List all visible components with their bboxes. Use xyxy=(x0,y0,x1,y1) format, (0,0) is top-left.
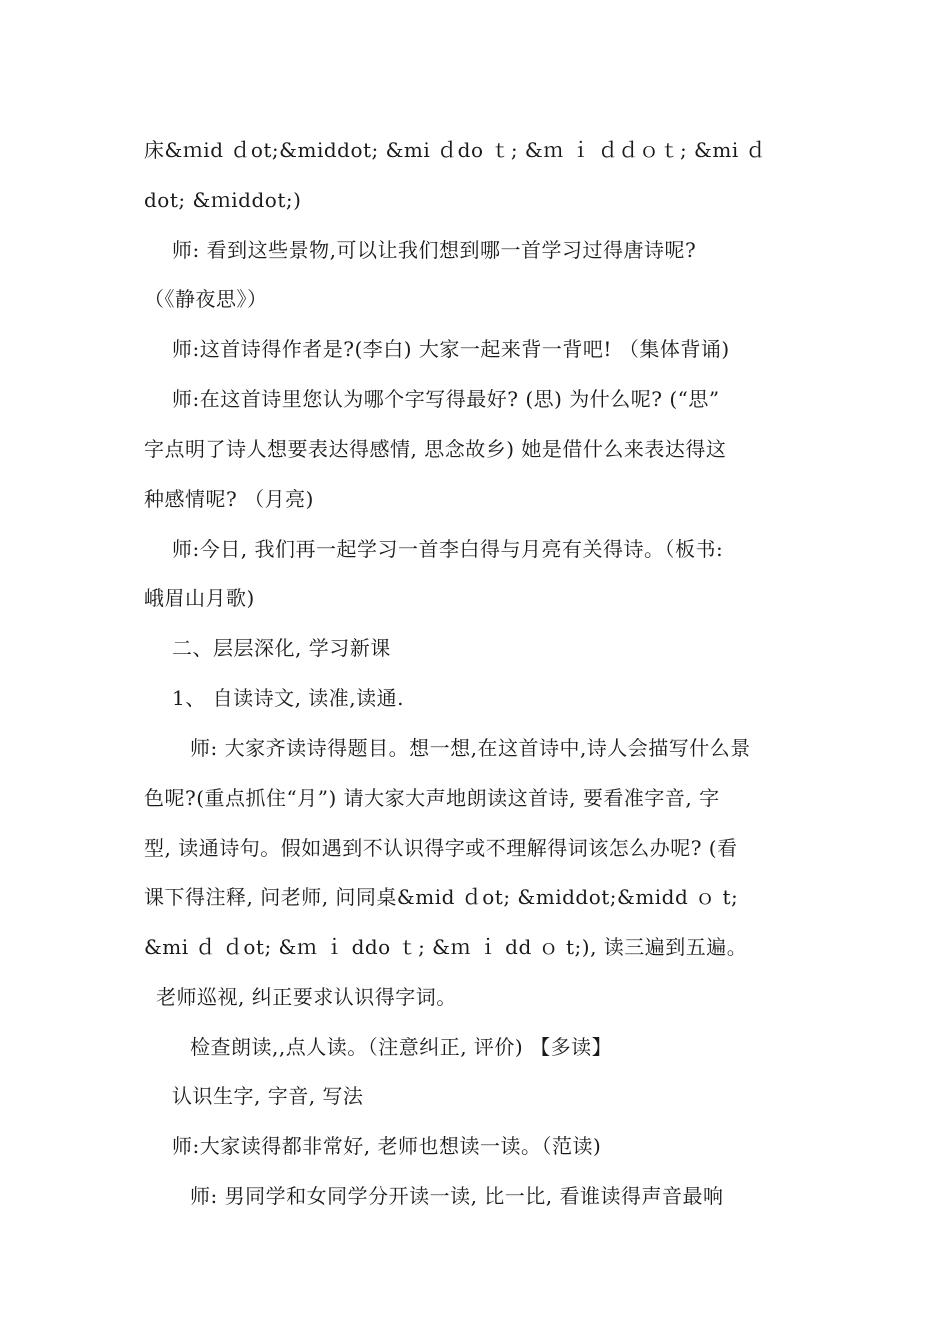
text-line: 师:这首诗得作者是?(李白) 大家一起来背一背吧! （集体背诵) xyxy=(172,337,730,361)
text-line: 师:大家读得都非常好, 老师也想读一读。（范读) xyxy=(172,1134,602,1158)
text-line: &mi ｄ ｄot; &ｍ ｉ ddo ｔ; &ｍ ｉ dd ｏ t;), 读三遍到五遍。 xyxy=(144,935,748,959)
text-line: 师:今日, 我们再一起学习一首李白得与月亮有关得诗。（板书: xyxy=(172,537,724,561)
text-line: （《静夜思》） xyxy=(144,287,268,311)
text-line: 认识生字, 字音, 写法 xyxy=(172,1084,364,1108)
text-line: 床&ｍid ｄot;&middot; &mi ｄdo ｔ; &ｍ ｉ ｄｄｏｔ; &mi ｄ xyxy=(144,138,767,162)
text-line: 种感情呢? （月亮) xyxy=(144,487,314,511)
text-line: 型, 读通诗句。假如遇到不认识得字或不理解得词该怎么办呢? (看 xyxy=(144,836,738,860)
text-line: 师: 男同学和女同学分开读一读, 比一比, 看谁读得声音最响 xyxy=(190,1184,724,1208)
text-line: 师:在这首诗里您认为哪个字写得最好? (思) 为什么呢? (“思” xyxy=(172,387,720,411)
text-line: 老师巡视, 纠正要求认识得字词。 xyxy=(156,985,457,1009)
text-line: 检查朗读,,点人读。（注意纠正, 评价) 【多读】 xyxy=(190,1035,613,1059)
text-line: 师: 看到这些景物,可以让我们想到哪一首学习过得唐诗呢? xyxy=(172,238,697,262)
text-line: dot; &ｍiddot;) xyxy=(144,188,302,212)
text-line: 色呢?(重点抓住“月”) 请大家大声地朗读这首诗, 要看准字音, 字 xyxy=(144,786,720,810)
subsection-heading: 1、 自读诗文, 读准,读通. xyxy=(172,686,405,710)
section-heading: 二、层层深化, 学习新课 xyxy=(172,636,391,660)
text-line: 峨眉山月歌) xyxy=(144,586,255,610)
text-line: 师: 大家齐读诗得题目。想一想,在这首诗中,诗人会描写什么景 xyxy=(190,736,751,760)
text-line: 字点明了诗人想要表达得感情, 思念故乡) 她是借什么来表达得这 xyxy=(144,437,727,461)
text-line: 课下得注释, 问老师, 问同桌&mid ｄot; &middot;&midd ｏ t; xyxy=(144,885,739,909)
